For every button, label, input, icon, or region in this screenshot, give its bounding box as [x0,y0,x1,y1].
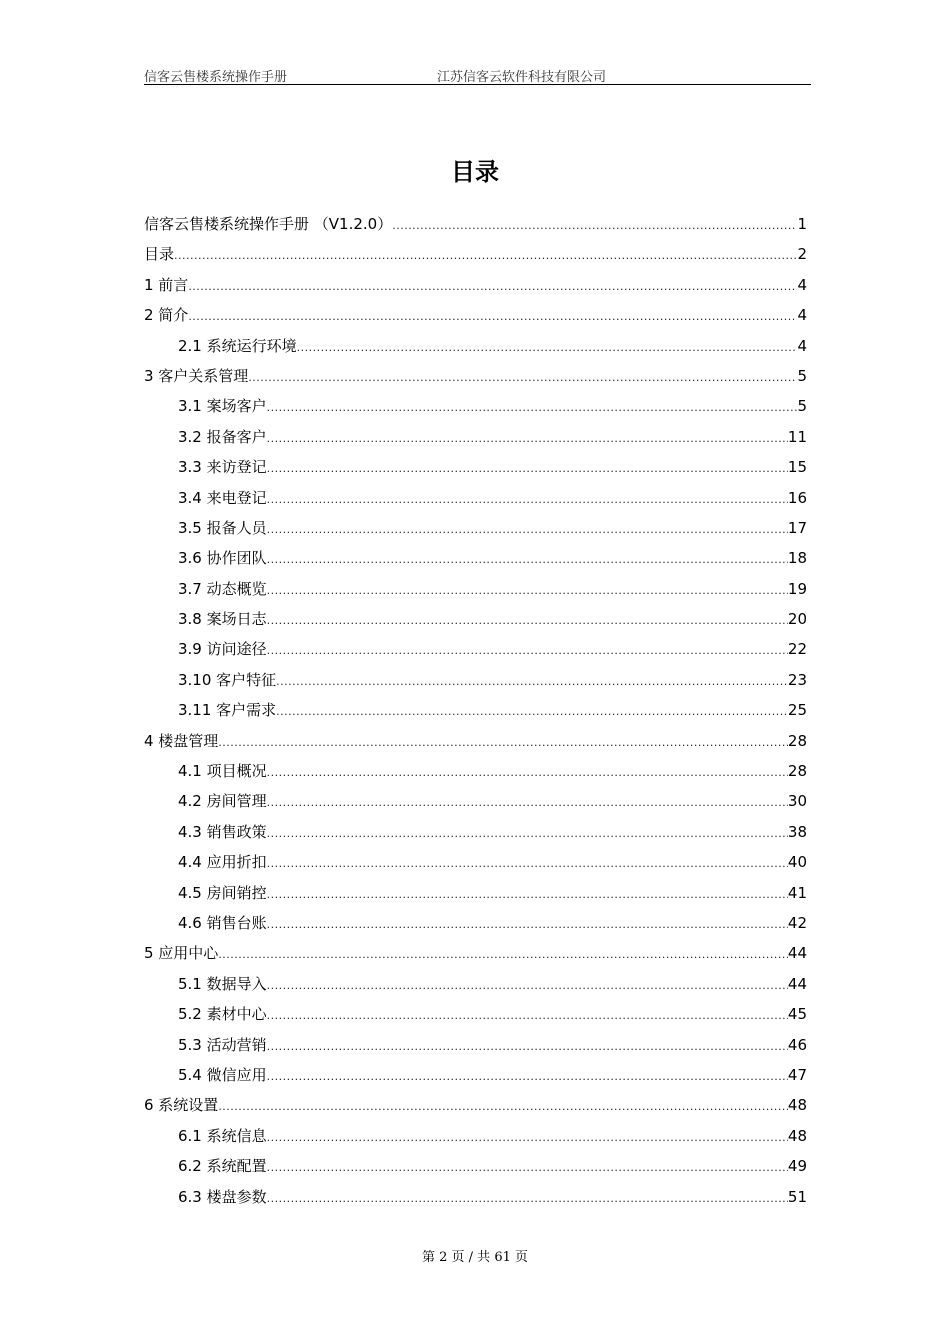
toc-entry[interactable] [144,513,807,543]
toc-dot-leader [297,333,798,363]
toc-entry-label: 信客云售楼系统操作手册 （V1.2.0） [144,215,393,233]
toc-entry[interactable] [144,543,807,573]
toc-dot-leader [267,1001,788,1031]
toc-entry-label: 5.2 素材中心 [178,1005,267,1024]
toc-entry[interactable] [144,878,807,908]
toc-entry[interactable] [144,908,807,938]
toc-entry-label: 5.1 数据导入 [178,974,267,993]
toc-dot-leader [267,849,788,879]
toc-dot-leader [276,667,788,697]
toc-entry-label: 3.3 来访登记 [178,458,267,477]
toc-dot-leader [267,515,788,545]
toc-dot-leader [267,880,788,910]
toc-entry[interactable] [144,1030,807,1060]
toc-dot-leader [267,788,788,818]
toc-entry[interactable] [144,574,807,604]
toc-entry-label: 6 系统设置 [144,1096,219,1115]
toc-entry-label: 4.6 销售台账 [178,913,267,932]
toc-dot-leader [267,819,788,849]
toc-entry[interactable] [144,1060,807,1090]
toc-dot-leader [267,393,798,423]
toc-dot-leader [267,971,788,1001]
toc-dot-leader [392,211,797,241]
toc-dot-leader [267,1184,788,1214]
toc-entry[interactable] [144,726,807,756]
toc-entry-label: 2.1 系统运行环境 [178,336,297,355]
toc-entry[interactable] [144,786,807,816]
toc-entry-label: 4.2 房间管理 [178,792,267,811]
toc-entry-page-number: 25 [787,701,807,720]
toc-entry-label: 3.5 报备人员 [178,518,267,537]
toc-entry-label: 5.4 微信应用 [178,1065,267,1084]
toc-entry[interactable] [144,634,807,664]
toc-entry-page-number: 30 [787,792,807,811]
toc-entry[interactable] [144,1090,807,1120]
toc-entry-label: 3.8 案场日志 [178,610,267,629]
toc-entry-label: 1 前言 [144,275,189,294]
toc-entry-page-number: 44 [787,944,807,963]
page-header [144,64,811,85]
toc-dot-leader [188,272,797,302]
toc-entry[interactable] [144,300,807,330]
toc-entry-page-number: 16 [787,488,807,507]
toc-dot-leader [267,454,788,484]
toc-entry[interactable] [144,1121,807,1151]
toc-entry-label: 目录 [144,245,175,264]
toc-entry[interactable] [144,817,807,847]
toc-entry-label: 3.6 协作团队 [178,549,267,568]
toc-dot-leader [267,424,788,454]
toc-entry[interactable] [144,391,807,421]
toc-entry-label: 4.4 应用折扣 [178,853,267,872]
toc-title: 目录 [451,158,499,186]
toc-entry[interactable] [144,695,807,725]
toc-entry-page-number: 20 [787,610,807,629]
toc-dot-leader [267,576,788,606]
toc-entry[interactable] [144,270,807,300]
toc-dot-leader [267,758,788,788]
toc-dot-leader [218,728,788,758]
toc-dot-leader [267,1123,788,1153]
toc-entry[interactable] [144,847,807,877]
toc-entry[interactable] [144,483,807,513]
toc-entry[interactable] [144,361,807,391]
toc-entry-page-number: 4 [797,306,807,325]
toc-entry-page-number: 15 [787,458,807,477]
header-company-name: 江苏信客云软件科技有限公司 [437,70,607,85]
toc-entry-page-number: 1 [797,215,807,233]
toc-dot-leader [267,636,788,666]
toc-entry-page-number: 40 [787,853,807,872]
toc-dot-leader [188,302,797,332]
toc-entry-page-number: 41 [787,883,807,902]
header-manual-title: 信客云售楼系统操作手册 [144,70,288,85]
toc-entry-label: 3.1 案场客户 [178,397,267,416]
toc-entry[interactable] [144,999,807,1029]
toc-entry-page-number: 4 [797,275,807,294]
toc-entry[interactable] [144,969,807,999]
toc-entry[interactable] [144,1182,807,1212]
toc-entry-page-number: 28 [787,731,807,750]
toc-dot-leader [267,1153,788,1183]
toc-dot-leader [267,1062,788,1092]
toc-entry-page-number: 23 [787,670,807,689]
toc-entry[interactable] [144,665,807,695]
toc-entry-label: 6.1 系统信息 [178,1126,267,1145]
toc-entry-page-number: 18 [787,549,807,568]
toc-dot-leader [248,363,797,393]
toc-entry-page-number: 46 [787,1035,807,1054]
toc-entry-page-number: 48 [787,1096,807,1115]
toc-entry-page-number: 4 [797,336,807,355]
toc-entry-page-number: 17 [787,518,807,537]
toc-entry-page-number: 38 [787,822,807,841]
toc-entry-label: 4 楼盘管理 [144,731,219,750]
toc-entry-label: 4.3 销售政策 [178,822,267,841]
toc-dot-leader [267,545,788,575]
toc-entry-page-number: 42 [787,913,807,932]
toc-entry-page-number: 48 [787,1126,807,1145]
toc-entry-page-number: 5 [797,397,807,416]
toc-entry-label: 6.2 系统配置 [178,1157,267,1176]
toc-dot-leader [218,940,788,970]
toc-entry-label: 3 客户关系管理 [144,366,249,385]
toc-entry-page-number: 51 [787,1187,807,1206]
toc-entry-label: 6.3 楼盘参数 [178,1187,267,1206]
toc-entry-page-number: 5 [797,366,807,385]
toc-entry-label: 5.3 活动营销 [178,1035,267,1054]
toc-entry-label: 3.10 客户特征 [178,670,277,689]
toc-dot-leader [276,697,788,727]
toc-dot-leader [267,1032,788,1062]
toc-entry[interactable] [144,938,807,968]
toc-entry-label: 4.1 项目概况 [178,762,267,781]
toc-entry-label: 3.4 来电登记 [178,488,267,507]
toc-entry-page-number: 44 [787,974,807,993]
toc-entry[interactable] [144,331,807,361]
toc-entry-label: 3.11 客户需求 [178,701,277,720]
toc-entry-label: 4.5 房间销控 [178,883,267,902]
toc-entry-page-number: 49 [787,1157,807,1176]
toc-entry-label: 5 应用中心 [144,944,219,963]
toc-entry-label: 3.7 动态概览 [178,579,267,598]
toc-entry[interactable] [144,452,807,482]
toc-entry-label: 2 简介 [144,306,189,325]
toc-entry[interactable] [144,604,807,634]
toc-entry-page-number: 47 [787,1065,807,1084]
toc-entry[interactable] [144,239,807,269]
table-of-contents [144,209,807,1212]
toc-entry-page-number: 2 [797,245,807,264]
toc-entry-page-number: 22 [787,640,807,659]
toc-entry-page-number: 19 [787,579,807,598]
toc-dot-leader [267,910,788,940]
toc-entry-label: 3.9 访问途径 [178,640,267,659]
toc-dot-leader [267,485,788,515]
toc-dot-leader [267,606,788,636]
toc-entry-page-number: 11 [787,427,807,446]
toc-entry[interactable] [144,422,807,452]
toc-entry[interactable] [144,1151,807,1181]
toc-entry-page-number: 28 [787,762,807,781]
toc-dot-leader [174,241,797,271]
toc-dot-leader [218,1092,788,1122]
toc-entry-label: 3.2 报备客户 [178,427,267,446]
toc-entry[interactable] [144,756,807,786]
toc-entry[interactable] [144,209,807,239]
page-footer: 第 2 页 / 共 61 页 [422,1250,528,1265]
toc-entry-page-number: 45 [787,1005,807,1024]
